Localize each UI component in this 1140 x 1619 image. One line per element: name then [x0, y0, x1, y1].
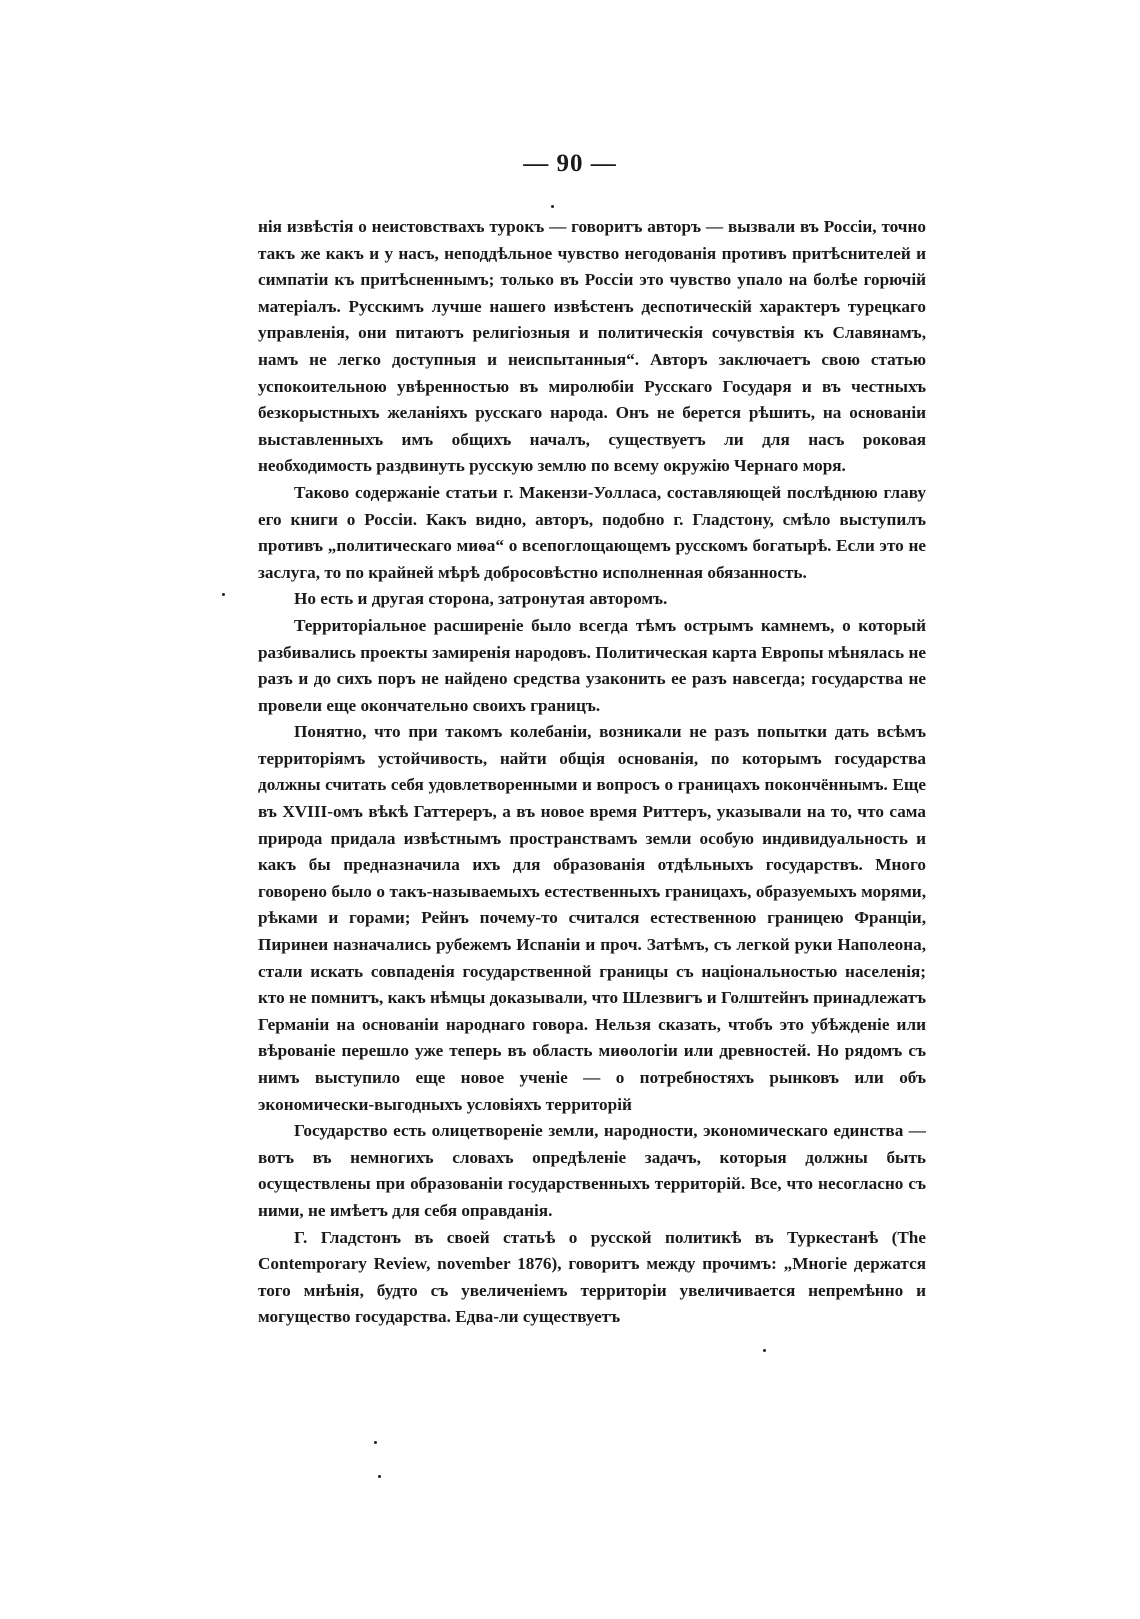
scan-speck	[763, 1349, 766, 1352]
paragraph: Таково содержаніе статьи г. Макензи-Уолласа, составляющей послѣднюю главу его книги о Россіи. Какъ видно, авторъ, подобно г. Гладстону, смѣло выступилъ противъ „политическаго миѳа“ о всепоглощающемъ русскомъ богатырѣ. Если это не заслуга, то по крайней мѣрѣ добросовѣстно исполненная обязанность.	[258, 482, 926, 582]
paragraph: Но есть и другая сторона, затронутая авторомъ.	[294, 589, 668, 609]
scan-speck	[378, 1475, 381, 1478]
paragraph: Государство есть олицетвореніе земли, народности, экономическаго единства — вотъ въ немногихъ словахъ опредѣленіе задачъ, которыя должны быть осуществлены при образованіи государственныхъ территорій. Все, что несогласно съ ними, не имѣетъ для себя оправданія.	[258, 1121, 926, 1220]
paragraph-continuation: нія извѣстія о неистовствахъ турокъ — говоритъ авторъ — вызвали въ Россіи, точно такъ же какъ и у насъ, неподдѣльное чувство негодованія противъ притѣснителей и симпатіи къ притѣсненнымъ; только въ Россіи это чувство упало на болѣе горючій матеріалъ. Русскимъ лучше нашего извѣстенъ деспотическій характеръ турецкаго управленія, они питаютъ религіозныя и политическія сочувствія къ Славянамъ, намъ не легко доступныя и неиспытанныя“. Авторъ заключаетъ свою статью успокоительною увѣренностью въ миролюбіи Русскаго Государя и въ честныхъ безкорыстныхъ желаніяхъ русскаго народа. Онъ не берется рѣшить, на основаніи выставленныхъ имъ общихъ началъ, существуетъ ли для насъ роковая необходимость раздвинуть русскую землю по всему окружію Чернаго моря.	[258, 217, 926, 476]
page-number: — 90 —	[523, 150, 617, 177]
paragraph: Г. Гладстонъ въ своей статьѣ о русской политикѣ въ Туркестанѣ (The Contemporary Review, november 1876), говоритъ между прочимъ: „Многіе держатся того мнѣнія, будто съ увеличеніемъ территоріи увеличивается непремѣнно и могущество государства. Едва-ли существуетъ	[258, 1227, 926, 1327]
body-text	[258, 214, 926, 1331]
paragraph: Территоріальное расширеніе было всегда тѣмъ острымъ камнемъ, о который разбивались проекты замиренія народовъ. Политическая карта Европы мѣнялась не разъ и до сихъ поръ не найдено средства узаконить ее разъ навсегда; государства не провели еще окончательно своихъ границъ.	[258, 615, 926, 715]
scan-speck	[222, 593, 225, 596]
paragraph: Понятно, что при такомъ колебаніи, возникали не разъ попытки дать всѣмъ территоріямъ устойчивость, найти общія основанія, по которымъ государства должны считать себя удовлетворенными и вопросъ о границахъ покончённымъ. Еще въ XVIII-омъ вѣкѣ Гаттереръ, а въ новое время Риттеръ, указывали на то, что сама природа придала извѣстнымъ пространствамъ земли особую индивидуальность и какъ бы предназначила ихъ для образованія отдѣльныхъ государствъ. Много говорено было о такъ-называемыхъ естественныхъ границахъ, образуемыхъ морями, рѣками и горами; Рейнъ почему-то считался естественною границею Франціи, Пиринеи назначались рубежемъ Испаніи и проч. Затѣмъ, съ легкой руки Наполеона, стали искать совпаденія государственной границы съ національностью населенія; кто не помнитъ, какъ нѣмцы доказывали, что Шлезвигъ и Голштейнъ принадлежатъ Германіи на основаніи народнаго говора. Нельзя сказать, чтобъ это убѣжденіе или вѣрованіе перешло уже теперь въ область миѳологіи или древностей. Но рядомъ съ нимъ выступило еще новое ученіе — о потребностяхъ рынковъ или объ экономически-выгодныхъ условіяхъ территорій	[258, 722, 926, 1114]
scan-speck	[374, 1441, 377, 1444]
scan-speck	[551, 205, 554, 208]
